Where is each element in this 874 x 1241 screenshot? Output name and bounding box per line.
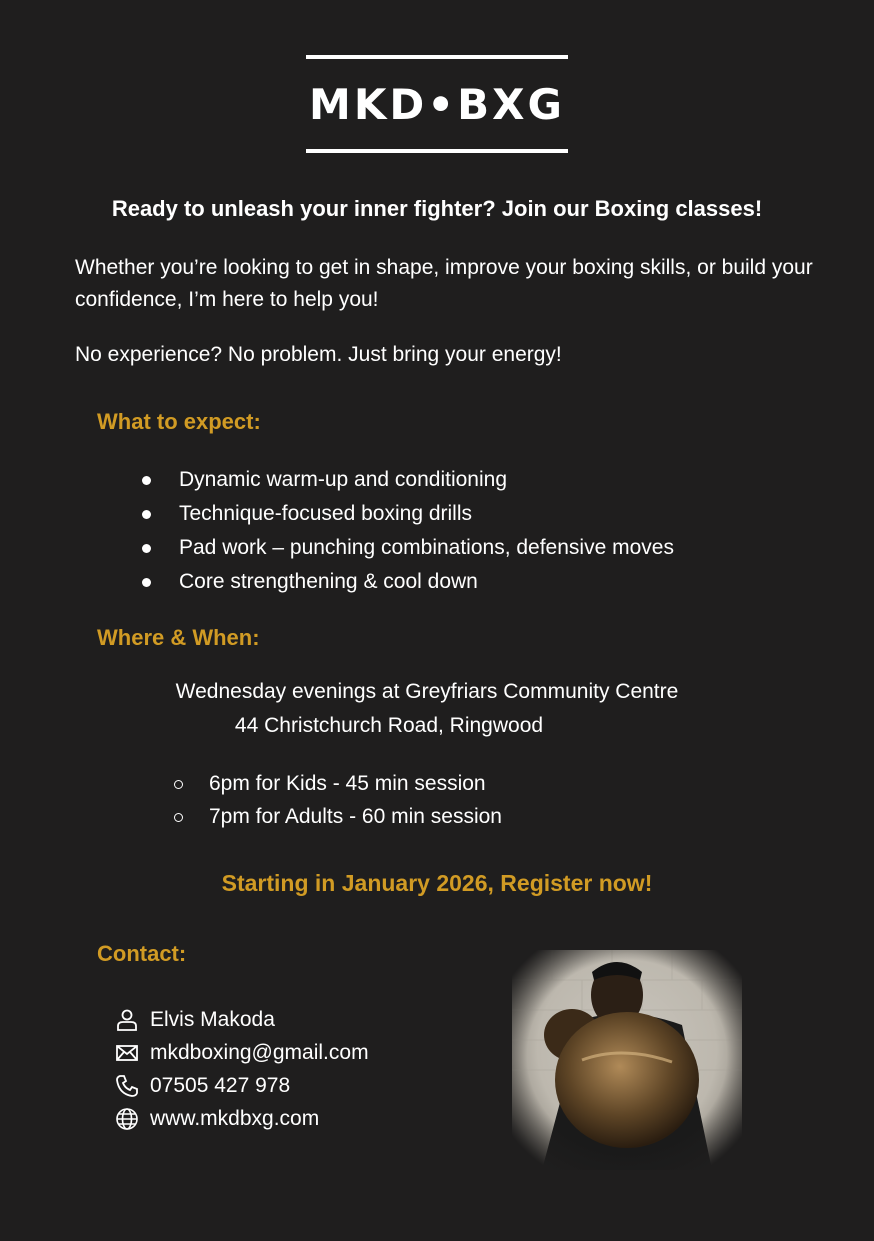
list-item (140, 463, 674, 497)
where-heading: Where & When: (97, 625, 260, 650)
logo-text: MKD•BXG (309, 79, 565, 129)
contact-website-row[interactable] (115, 1102, 369, 1135)
sessions-list (172, 767, 502, 833)
expect-heading: What to expect: (97, 409, 261, 434)
bullet-icon (142, 476, 151, 485)
contact-name-row (115, 1003, 369, 1036)
circle-bullet-icon (174, 780, 183, 789)
list-item-text: Pad work – punching combinations, defensive moves (179, 536, 674, 559)
expect-list (140, 463, 674, 599)
contact-phone-row[interactable] (115, 1069, 369, 1102)
list-item (140, 497, 674, 531)
address-line: 44 Christchurch Road, Ringwood (234, 714, 544, 737)
list-item-text: Core strengthening & cool down (179, 570, 478, 593)
bullet-icon (142, 510, 151, 519)
session-text: 6pm for Kids - 45 min session (209, 772, 486, 795)
contact-email-row[interactable] (115, 1036, 369, 1069)
list-item-text: Dynamic warm-up and conditioning (179, 468, 507, 491)
venue-line: Wednesday evenings at Greyfriars Community Centre (175, 680, 679, 703)
globe-icon (115, 1107, 139, 1131)
phone-icon (115, 1074, 139, 1098)
contact-name: Elvis Makoda (150, 1008, 275, 1031)
circle-bullet-icon (174, 813, 183, 822)
session-text: 7pm for Adults - 60 min session (209, 805, 502, 828)
bullet-icon (142, 578, 151, 587)
contact-email[interactable]: mkdboxing@gmail.com (150, 1041, 369, 1064)
person-icon (115, 1008, 139, 1032)
headline: Ready to unleash your inner fighter? Join our Boxing classes! (111, 196, 763, 221)
contact-list (115, 1003, 369, 1135)
list-item-text: Technique-focused boxing drills (179, 502, 473, 525)
call-to-action: Starting in January 2026, Register now! (221, 870, 653, 896)
list-item (140, 565, 674, 599)
no-experience-paragraph: No experience? No problem. Just bring your energy! (75, 343, 562, 366)
list-item (140, 531, 674, 565)
contact-website[interactable]: www.mkdbxg.com (150, 1107, 320, 1130)
list-item (172, 800, 502, 833)
contact-heading: Contact: (97, 941, 187, 966)
boxer-photo (512, 950, 742, 1170)
bullet-icon (142, 544, 151, 553)
intro-paragraph: Whether you’re looking to get in shape, improve your boxing skills, or build your confidence, I’m here to help you! (75, 256, 813, 311)
logo (306, 55, 568, 153)
envelope-icon (115, 1041, 139, 1065)
list-item (172, 767, 502, 800)
contact-phone[interactable]: 07505 427 978 (150, 1074, 291, 1097)
